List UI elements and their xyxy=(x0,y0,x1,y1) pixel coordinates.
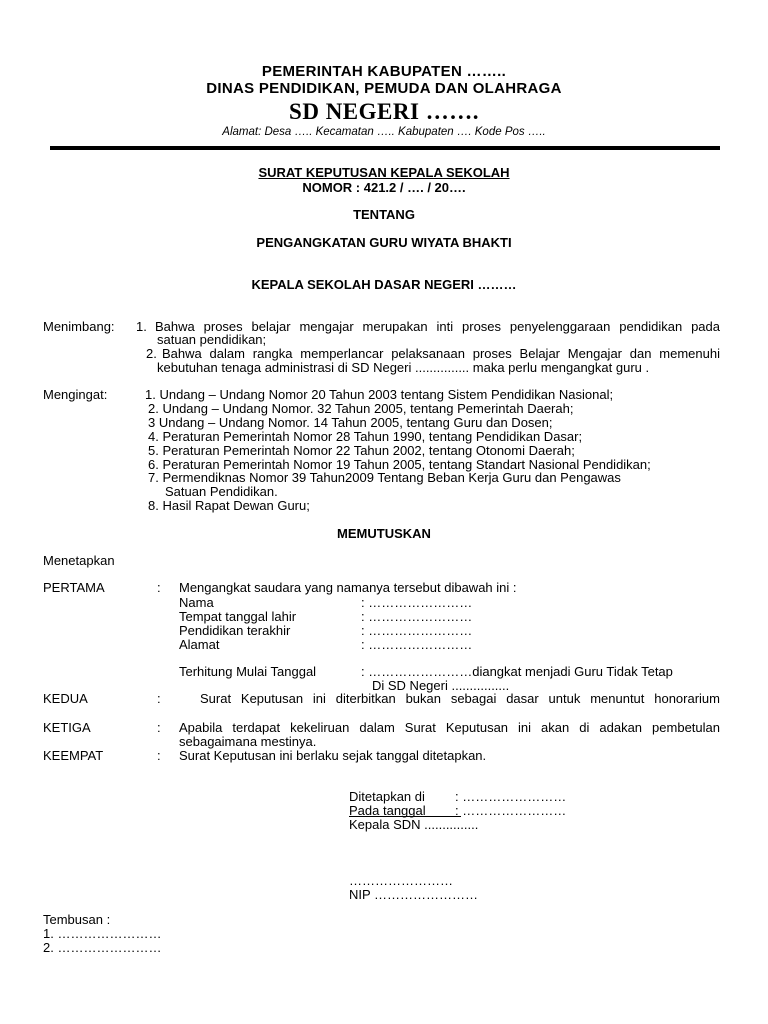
start-date-label: Terhitung Mulai Tanggal xyxy=(179,664,317,679)
pertama-intro: Mengangkat saudara yang namanya tersebut dibawah ini : xyxy=(179,580,517,595)
mengingat-item: 3 Undang – Undang Nomor. 14 Tahun 2005, tentang Guru dan Dosen; xyxy=(148,415,553,430)
ketiga-colon: : xyxy=(157,720,161,735)
field-value-nama: : …………………… xyxy=(361,595,473,610)
header-department: DINAS PENDIDIKAN, PEMUDA DAN OLAHRAGA xyxy=(206,80,562,97)
decree-issuer: KEPALA SEKOLAH DASAR NEGERI ……… xyxy=(251,277,517,292)
tembusan-item: 2. …………………… xyxy=(43,940,162,955)
menetapkan-label: Menetapkan xyxy=(43,553,115,568)
sign-place-label: Ditetapkan di xyxy=(349,789,425,804)
decree-number: NOMOR : 421.2 / …. / 20…. xyxy=(302,180,466,195)
menimbang-label: Menimbang: xyxy=(43,319,115,334)
menimbang-item-1-line2: satuan pendidikan; xyxy=(157,332,267,347)
ketiga-text-line2: sebagaimana mestinya. xyxy=(179,734,317,749)
menimbang-item-2-line1: Bahwa dalam rangka memperlancar pelaksanaan proses Belajar Mengajar dan memenuhi xyxy=(162,346,720,361)
mengingat-item: 4. Peraturan Pemerintah Nomor 28 Tahun 1990, tentang Pendidikan Dasar; xyxy=(148,429,583,444)
mengingat-item: 1. Undang – Undang Nomor 20 Tahun 2003 tentang Sistem Pendidikan Nasional; xyxy=(145,387,614,402)
header-divider xyxy=(50,146,720,150)
mengingat-item: 2. Undang – Undang Nomor. 32 Tahun 2005, tentang Pemerintah Daerah; xyxy=(148,401,574,416)
field-label-birth: Tempat tanggal lahir xyxy=(179,609,297,624)
sign-head-title: Kepala SDN ............... xyxy=(349,817,479,832)
sign-place-value: : …………………… xyxy=(455,789,567,804)
menimbang-num-1: 1. xyxy=(136,319,147,334)
memutuskan-heading: MEMUTUSKAN xyxy=(337,526,431,541)
pertama-label: PERTAMA xyxy=(43,580,105,595)
field-value-birth: : …………………… xyxy=(361,609,473,624)
sign-name: …………………… xyxy=(349,873,453,888)
menimbang-num-2: 2. xyxy=(146,346,157,361)
menimbang-item-1-line1: Bahwa proses belajar mengajar merupakan inti proses penyelenggaraan pendidikan pada xyxy=(155,319,720,334)
field-value-education: : …………………… xyxy=(361,623,473,638)
decree-title: SURAT KEPUTUSAN KEPALA SEKOLAH xyxy=(258,165,510,180)
header-address: Alamat: Desa ….. Kecamatan ….. Kabupaten …. Kode Pos ….. xyxy=(222,126,546,138)
header-school-name: SD NEGERI ……. xyxy=(289,99,479,124)
tembusan-label: Tembusan : xyxy=(43,912,111,927)
sign-nip: NIP …………………… xyxy=(349,887,479,902)
keempat-text: Surat Keputusan ini berlaku sejak tanggal ditetapkan. xyxy=(179,748,487,763)
mengingat-item: 5. Peraturan Pemerintah Nomor 22 Tahun 2002, tentang Otonomi Daerah; xyxy=(148,443,575,458)
ketiga-text-line1: Apabila terdapat kekeliruan dalam Surat Keputusan ini akan di adakan pembetulan xyxy=(179,720,720,735)
sign-date-label: Pada tanggal xyxy=(349,803,426,818)
mengingat-label: Mengingat: xyxy=(43,387,108,402)
mengingat-item: 7. Permendiknas Nomor 39 Tahun2009 Tentang Beban Kerja Guru dan Pengawas xyxy=(148,470,621,485)
keempat-label: KEEMPAT xyxy=(43,748,104,763)
pertama-colon: : xyxy=(157,580,161,595)
field-value-address: : …………………… xyxy=(361,637,473,652)
menimbang-item-2-line2: kebutuhan tenaga administrasi di SD Negeri ............... maka perlu mengangkat guru . xyxy=(157,360,650,375)
tembusan-item: 1. …………………… xyxy=(43,926,162,941)
mengingat-item: 8. Hasil Rapat Dewan Guru; xyxy=(148,498,310,513)
ketiga-label: KETIGA xyxy=(43,720,91,735)
kedua-text: Surat Keputusan ini diterbitkan bukan sebagai dasar untuk menuntut honorarium xyxy=(200,691,720,706)
mengingat-item-continuation: Satuan Pendidikan. xyxy=(165,484,278,499)
keempat-colon: : xyxy=(157,748,161,763)
field-label-address: Alamat xyxy=(179,637,220,652)
sign-date-value: : …………………… xyxy=(455,803,567,818)
about-label: TENTANG xyxy=(353,207,415,222)
start-date-value: : ……………………diangkat menjadi Guru Tidak Tetap xyxy=(361,664,673,679)
field-label-education: Pendidikan terakhir xyxy=(179,623,291,638)
decree-subject: PENGANGKATAN GURU WIYATA BHAKTI xyxy=(256,235,512,250)
field-label-nama: Nama xyxy=(179,595,214,610)
mengingat-item: 6. Peraturan Pemerintah Nomor 19 Tahun 2005, tentang Standart Nasional Pendidikan; xyxy=(148,457,651,472)
header-government: PEMERINTAH KABUPATEN …….. xyxy=(261,63,507,80)
kedua-colon: : xyxy=(157,691,161,706)
kedua-label: KEDUA xyxy=(43,691,88,706)
start-date-school: Di SD Negeri ................ xyxy=(372,678,510,693)
